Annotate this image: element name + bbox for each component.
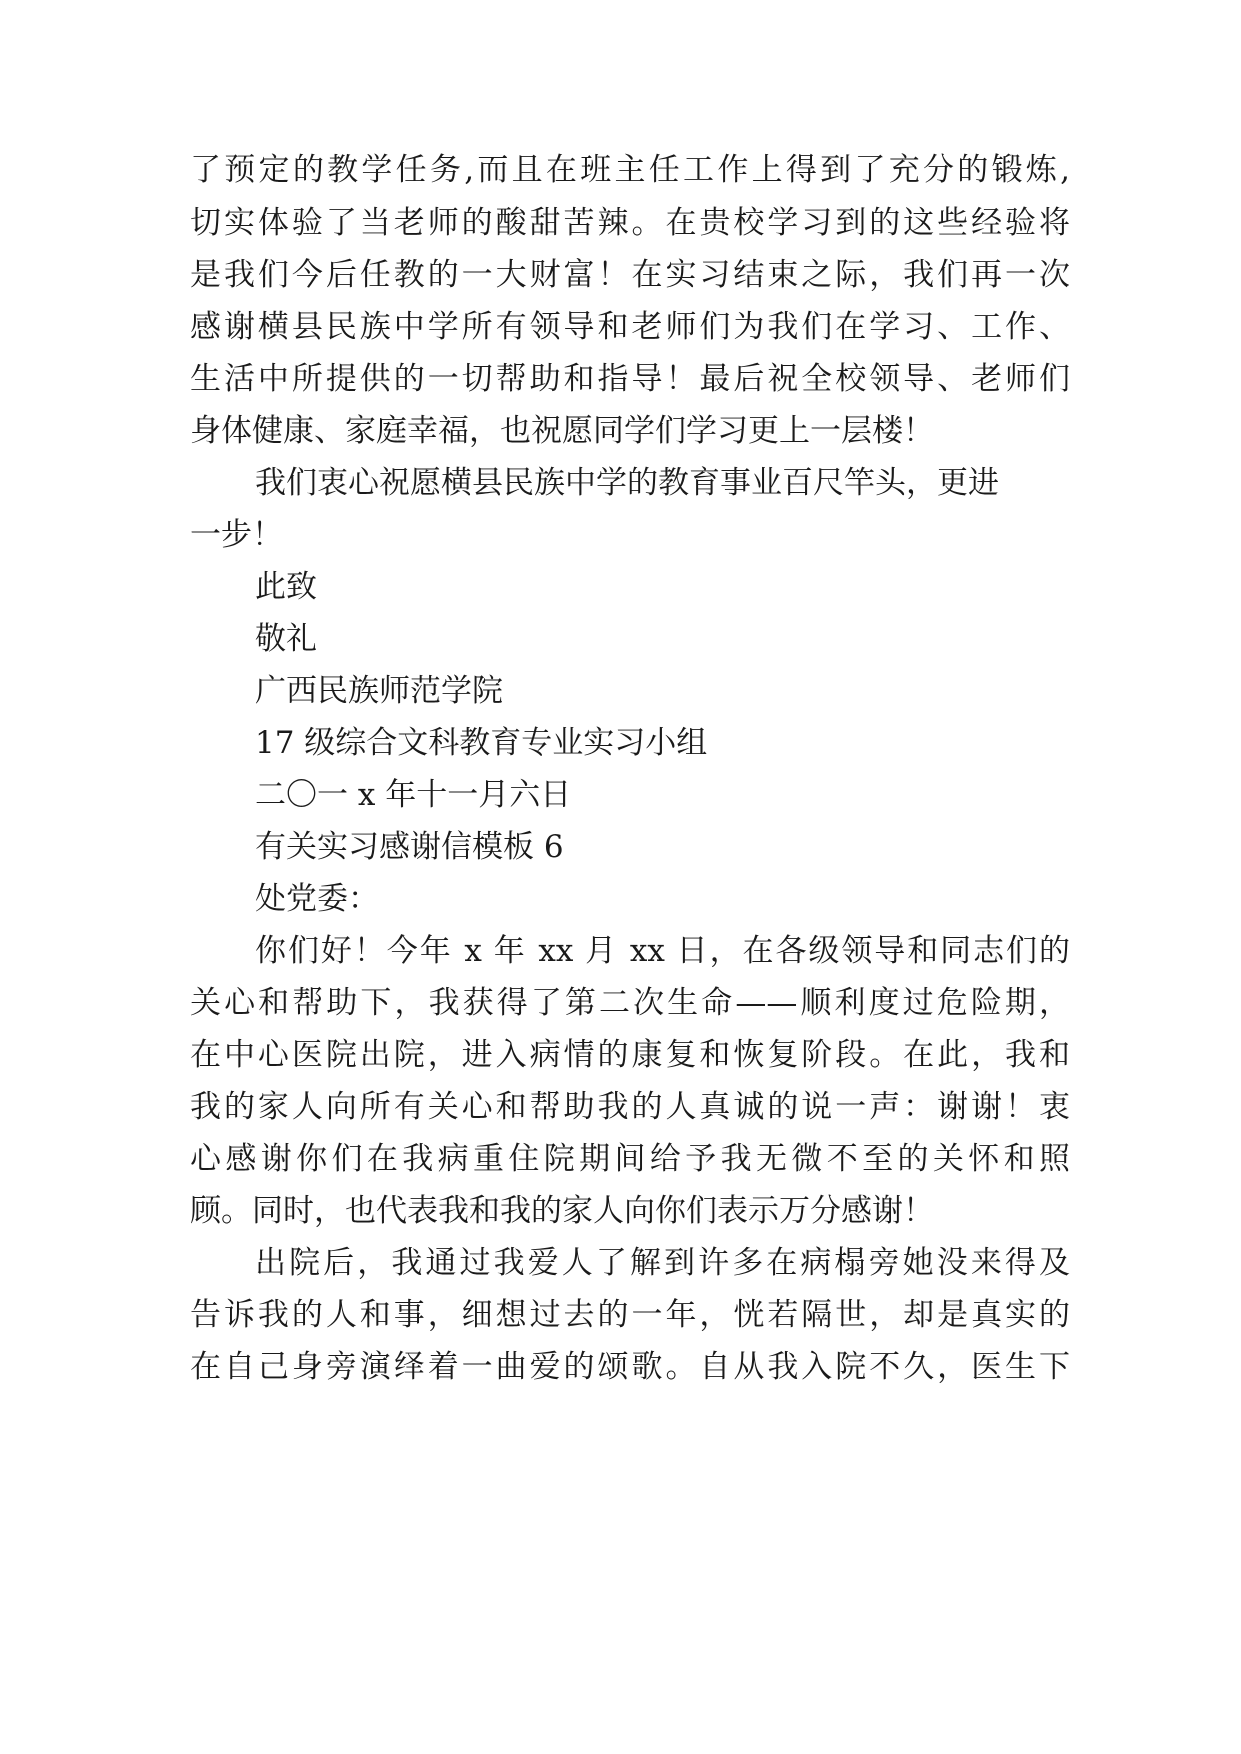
body-line: 在自己身旁演绎着一曲爱的颂歌。自从我入院不久，医生下 <box>190 1349 1070 1385</box>
body-line: 切实体验了当老师的酸甜苦辣。在贵校学习到的这些经验将 <box>190 205 1070 241</box>
body-line: 是我们今后任教的一大财富！在实习结束之际，我们再一次 <box>190 257 1070 293</box>
body-line: 告诉我的人和事，细想过去的一年，恍若隔世，却是真实的 <box>190 1297 1070 1333</box>
section-heading: 有关实习感谢信模板 6 <box>255 829 564 865</box>
signature-line: 17 级综合文科教育专业实习小组 <box>255 725 708 761</box>
body-line: 顾。同时，也代表我和我的家人向你们表示万分感谢！ <box>190 1193 934 1229</box>
body-line: 关心和帮助下，我获得了第二次生命——顺利度过危险期， <box>190 985 1070 1021</box>
body-line: 我的家人向所有关心和帮助我的人真诚的说一声：谢谢！衷 <box>190 1089 1070 1125</box>
salutation-line: 敬礼 <box>255 621 317 657</box>
salutation-line: 此致 <box>255 569 317 605</box>
body-line: 心感谢你们在我病重住院期间给予我无微不至的关怀和照 <box>190 1141 1070 1177</box>
date-line: 二〇一 x 年十一月六日 <box>255 777 572 813</box>
body-line: 我们衷心祝愿横县民族中学的教育事业百尺竿头，更进 <box>255 465 999 501</box>
body-line: 在中心医院出院，进入病情的康复和恢复阶段。在此，我和 <box>190 1037 1070 1073</box>
body-line: 你们好！今年 x 年 xx 月 xx 日，在各级领导和同志们的 <box>255 933 1070 969</box>
body-line: 感谢横县民族中学所有领导和老师们为我们在学习、工作、 <box>190 309 1070 345</box>
signature-line: 广西民族师范学院 <box>255 673 503 709</box>
body-line: 出院后，我通过我爱人了解到许多在病榻旁她没来得及 <box>255 1245 1070 1281</box>
body-line: 身体健康、家庭幸福，也祝愿同学们学习更上一层楼！ <box>190 413 934 449</box>
body-line: 生活中所提供的一切帮助和指导！最后祝全校领导、老师们 <box>190 361 1070 397</box>
body-line: 一步！ <box>190 517 283 553</box>
body-line: 了预定的教学任务,而且在班主任工作上得到了充分的锻炼, <box>190 152 1070 188</box>
addressee-line: 处党委： <box>255 881 379 917</box>
